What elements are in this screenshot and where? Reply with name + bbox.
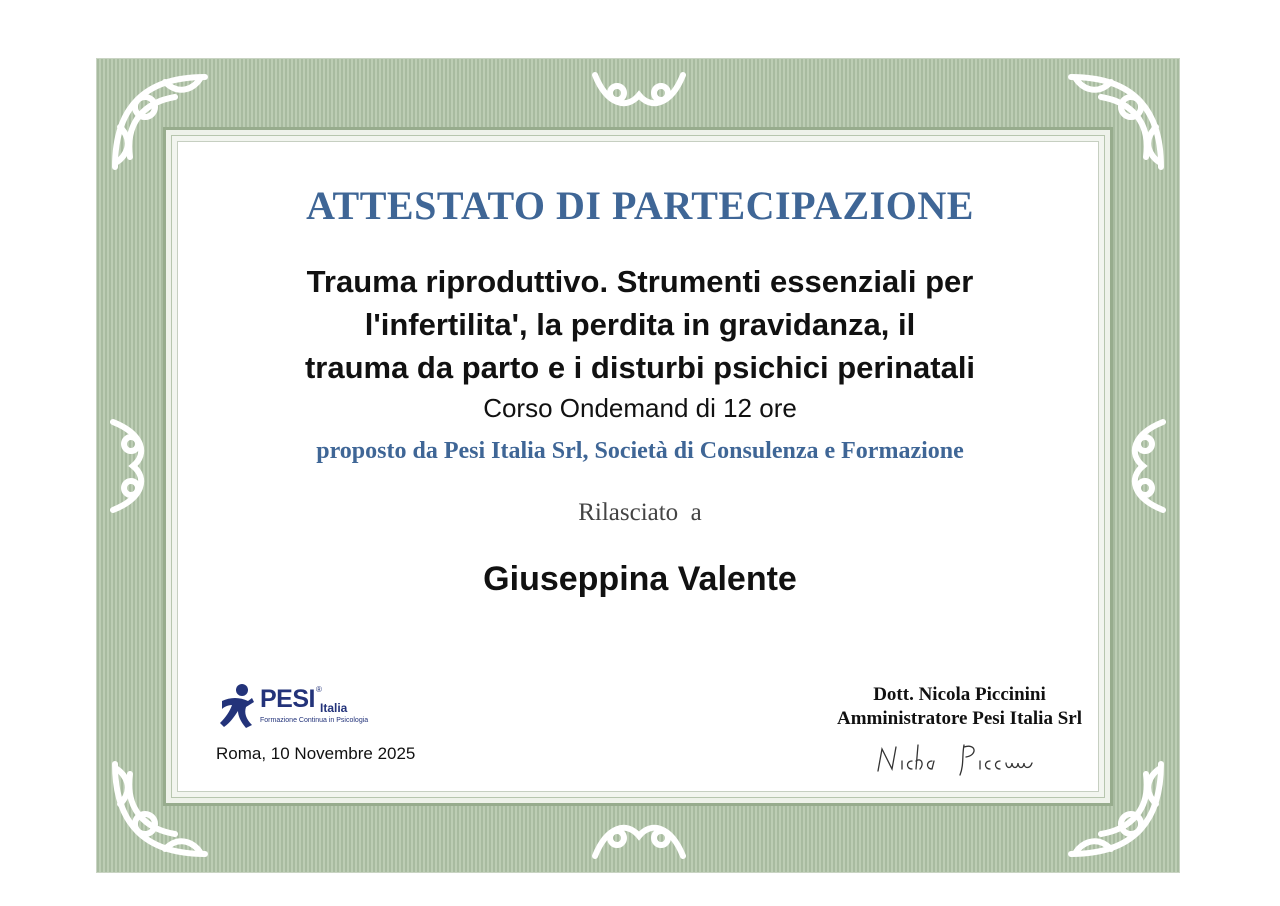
course-type: Corso Ondemand di 12 ore	[483, 393, 797, 423]
logo-registered-mark: ®	[316, 685, 322, 694]
logo-subtitle: Italia	[320, 701, 348, 715]
signer-block	[837, 683, 1082, 731]
handwritten-signature	[872, 735, 1042, 781]
course-title	[240, 260, 1040, 389]
provider-line: proposto da Pesi Italia Srl, Società di Consulenza e Formazione	[316, 438, 964, 464]
course-title-line: Trauma riproduttivo. Strumenti essenziali per	[306, 264, 974, 299]
pesi-figure-icon	[218, 683, 258, 729]
pesi-logo	[218, 683, 388, 733]
logo-tagline: Formazione Continua in Psicologia	[260, 717, 369, 724]
place-date: Roma, 10 Novembre 2025	[216, 744, 416, 763]
certificate-title: ATTESTATO DI PARTECIPAZIONE	[306, 183, 974, 228]
issued-to-label: Rilasciato a	[578, 499, 702, 526]
recipient-name: Giuseppina Valente	[483, 560, 797, 598]
course-title-line: trauma da parto e i disturbi psichici perinatali	[304, 350, 976, 385]
logo-wordmark: PESI	[260, 685, 315, 713]
signer-role: Amministratore Pesi Italia Srl	[836, 708, 1082, 729]
signer-name: Dott. Nicola Piccinini	[873, 684, 1046, 705]
course-title-line: l'infertilita', la perdita in gravidanza, il	[364, 307, 916, 342]
